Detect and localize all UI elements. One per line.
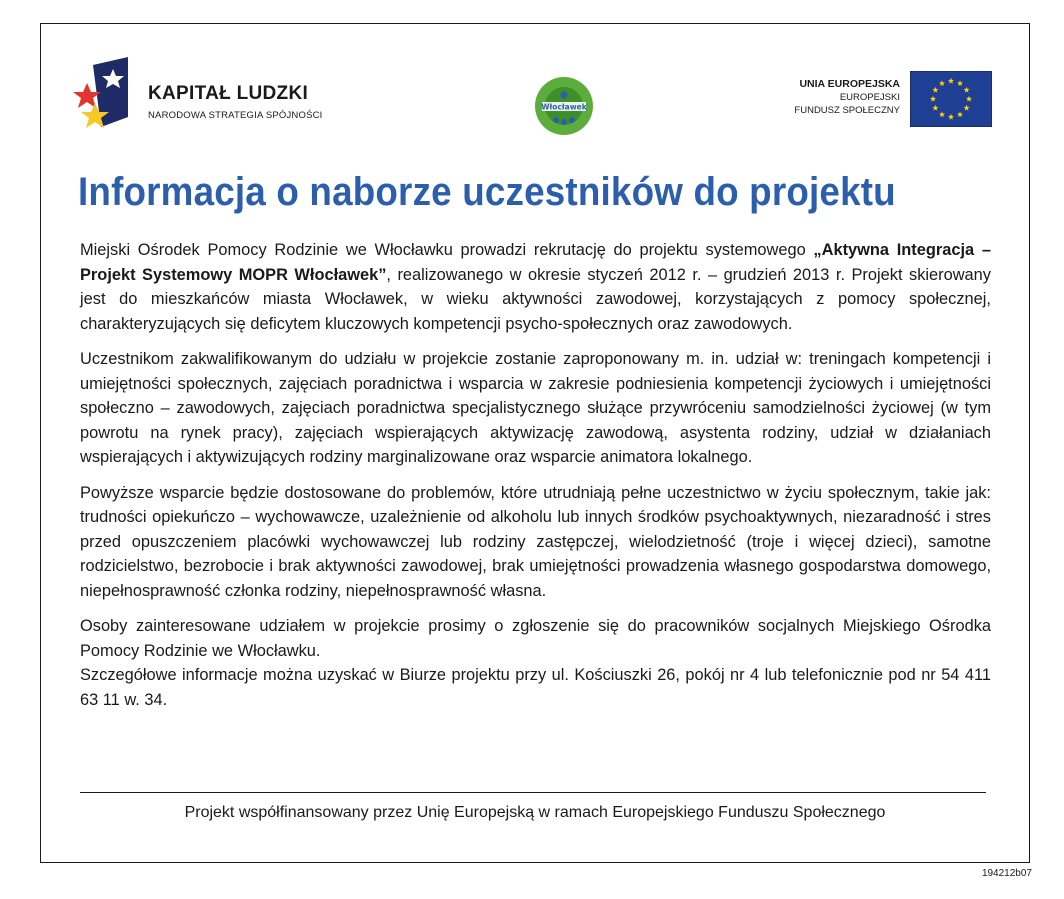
page-title: Informacja o naborze uczestników do projektu <box>78 170 896 214</box>
mopr-emblem-icon <box>534 76 594 136</box>
reference-code: 194212b07 <box>981 868 1032 879</box>
contact-details: Szczegółowe informacje można uzyskać w Biurze projektu przy ul. Kościuszki 26, pokój nr 4 lub telefonicznie pod nr 54 411 63 11 w. 34. <box>80 666 991 709</box>
paragraph-recruitment <box>80 238 991 336</box>
footer-divider <box>80 792 986 793</box>
kapital-ludzki-emblem-icon <box>73 55 143 143</box>
cofinancing-note: Projekt współfinansowany przez Unię Europejską w ramach Europejskiego Funduszu Społecznego <box>184 804 886 821</box>
project-name: „Aktywna Integracja – Projekt Systemowy MOPR Włocławek” <box>80 241 991 284</box>
paragraph-offer: Uczestnikom zakwalifikowanym do udziału w projekcie zostanie zaproponowany m. in. udział w: treningach kompetencji i umiejętności społecznych, zajęciach poradnictwa i wsparcia w zakresie podniesienia kompetencji życiowych i umiejętności społeczno – zawodowych, zajęciach poradnictwa specjalistycznego służące przywróceniu samodzielności życiowej (w tym powrotu na rynek pracy), zajęciach wspierających aktywizację zawodową, asystenta rodziny, udział w działaniach wspierających i aktywizujących rodziny marginalizowane oraz wsparcie animatora lokalnego. <box>80 350 991 466</box>
eu-line-1: UNIA EUROPEJSKA <box>799 78 900 90</box>
contact-invitation: Osoby zainteresowane udziałem w projekcie prosimy o zgłoszenie się do pracowników socjalnych Miejskiego Ośrodka Pomocy Rodzinie we Włocławku. <box>80 617 991 660</box>
kapital-ludzki-subtitle: NARODOWA STRATEGIA SPÓJNOŚCI <box>148 110 323 121</box>
eu-line-3: FUNDUSZ SPOŁECZNY <box>794 105 900 116</box>
eu-text-block <box>794 78 900 117</box>
eu-logo <box>770 70 995 130</box>
paragraph-recruitment-rest: , realizowanego w okresie styczeń 2012 r. – grudzień 2013 r. Projekt skierowany jest do mieszkańców miasta Włocławek, w wieku aktywności zawodowej, korzystających z pomocy społecznej, charakteryzujących się deficytem kluczowych kompetencji psycho-społecznych oraz zawodowych. <box>80 265 991 333</box>
mopr-city-label: Włocławek <box>541 102 587 112</box>
eu-flag-icon <box>910 71 992 127</box>
paragraph-problems: Powyższe wsparcie będzie dostosowane do problemów, które utrudniają pełne uczestnictwo w życiu społecznym, takie jak: trudności opiekuńczo – wychowawcze, uzależnienie od alkoholu lub innych środków psychoaktywnych, niezaradność i stres przed opuszczeniem placówki wychowawczej lub rodziny zastępczej, wielodzietność (troje i więcej dzieci), samotne rodzicielstwo, bezrobocie i brak aktywności zawodowej, brak umiejętności prowadzenia własnego gospodarstwa domowego, niepełnosprawność członka rodziny, niepełnosprawność własna. <box>80 483 991 600</box>
mopr-logo <box>534 76 594 136</box>
notice-body <box>80 238 991 712</box>
eu-line-2: EUROPEJSKI <box>839 92 900 103</box>
kapital-ludzki-logo <box>73 55 353 143</box>
kapital-ludzki-title: KAPITAŁ LUDZKI <box>148 83 309 104</box>
paragraph-contact <box>80 614 991 712</box>
paragraph-recruitment-intro: Miejski Ośrodek Pomocy Rodzinie we Włocławku prowadzi rekrutację do projektu systemowego <box>80 241 814 259</box>
